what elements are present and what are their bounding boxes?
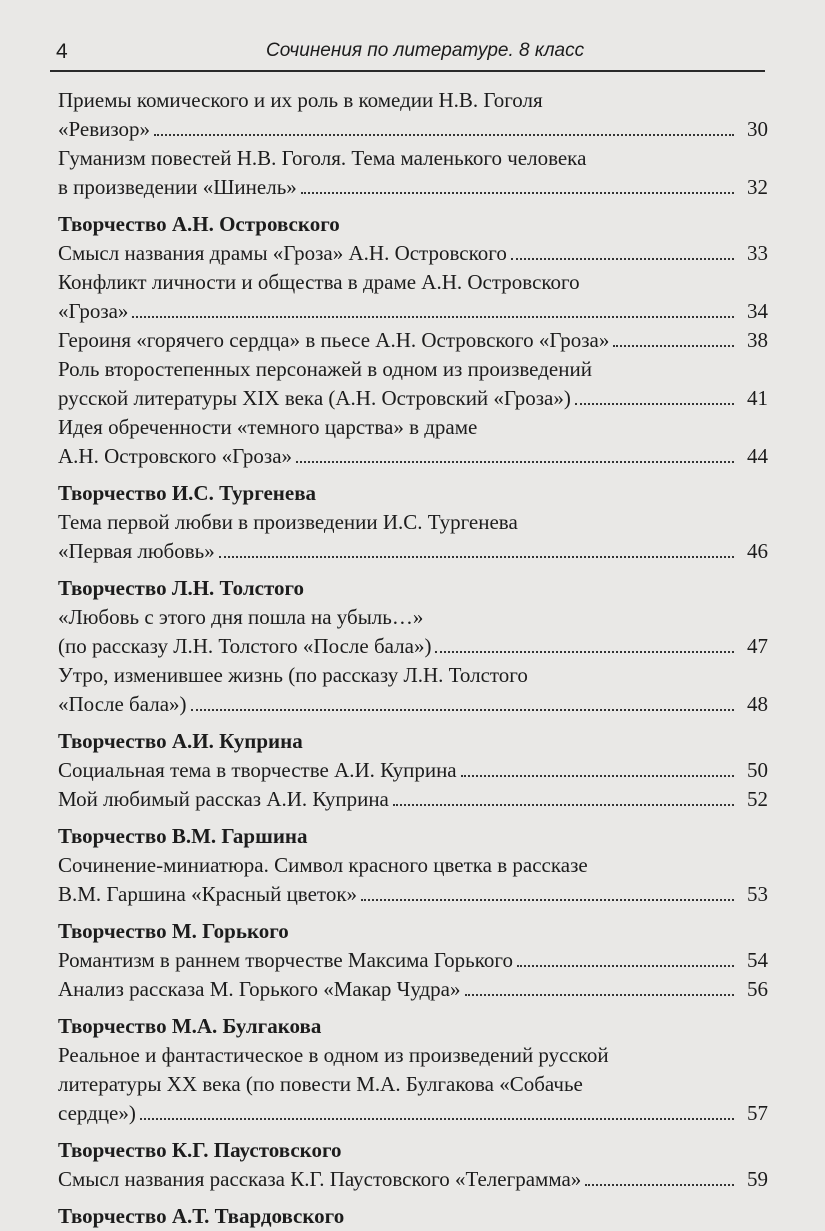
toc-entry-line: Героиня «горячего сердца» в пьесе А.Н. Островского «Гроза» [58,328,610,352]
toc-entry-line: сердце») [58,1101,136,1125]
toc-entry-line: Реальное и фантастическое в одном из произведений русской [58,1043,609,1067]
toc-entry [58,239,768,268]
toc-page-number: 53 [747,882,768,906]
dot-leader [465,994,734,996]
toc-entry [58,86,768,144]
toc-entry-line: «После бала») [58,692,187,716]
dot-leader [585,1184,734,1186]
dot-leader [361,899,734,901]
toc-entry-last-line [58,690,768,719]
dot-leader [301,192,734,194]
toc-entry-line: «Первая любовь» [58,539,215,563]
toc-entry-line: Конфликт личности и общества в драме А.Н. Островского [58,270,580,294]
toc-entry [58,268,768,326]
toc-entry-line: Идея обреченности «темного царства» в драме [58,415,478,439]
dot-leader [517,965,734,967]
toc-entry-last-line [58,785,768,814]
toc-entry-line: «Любовь с этого дня пошла на убыль…» [58,605,424,629]
toc-section-heading: Творчество И.С. Тургенева [58,481,317,505]
toc-entry-line: Мой любимый рассказ А.И. Куприна [58,787,389,811]
toc-page-number: 47 [747,634,768,658]
toc-entry [58,1165,768,1194]
toc-entry [58,785,768,814]
toc-entry [58,508,768,566]
toc-entry [58,975,768,1004]
dot-leader [435,651,734,653]
toc-entry [58,144,768,202]
toc-entry-line: русской литературы XIX века (А.Н. Островский «Гроза») [58,386,571,410]
toc-page-number: 33 [747,241,768,265]
toc-section-heading: Творчество А.Т. Твардовского [58,1204,345,1228]
toc-entry-last-line [58,756,768,785]
toc-entry [58,946,768,975]
toc-entry [58,661,768,719]
toc-page-number: 46 [747,539,768,563]
toc-entry-line: Утро, изменившее жизнь (по рассказу Л.Н. Толстого [58,663,528,687]
toc-page-number: 56 [747,977,768,1001]
toc-entry-last-line [58,326,768,355]
toc-entry-last-line [58,442,768,471]
toc-page-number: 32 [747,175,768,199]
toc-entry-last-line [58,1099,768,1128]
toc-entry-line: (по рассказу Л.Н. Толстого «После бала») [58,634,432,658]
page-number: 4 [56,40,68,63]
toc-page-number: 34 [747,299,768,323]
dot-leader [140,1118,734,1120]
toc-entry [58,355,768,413]
toc-entry-line: Смысл названия рассказа К.Г. Паустовского «Телеграмма» [58,1167,582,1191]
dot-leader [296,461,734,463]
toc-section-heading: Творчество К.Г. Паустовского [58,1138,342,1162]
toc-entry-line: Анализ рассказа М. Горького «Макар Чудра» [58,977,461,1001]
toc-entry-line: Роль второстепенных персонажей в одном из произведений [58,357,592,381]
page-header [50,34,765,72]
toc-entry-line: «Ревизор» [58,117,151,141]
dot-leader [154,134,734,136]
toc-section-heading: Творчество А.И. Куприна [58,729,303,753]
running-title: Сочинения по литературе. 8 класс [266,40,585,61]
toc-page-number: 38 [747,328,768,352]
toc-entry-line: Сочинение-миниатюра. Символ красного цветка в рассказе [58,853,588,877]
toc-entry [58,851,768,909]
toc-entry-last-line [58,115,768,144]
dot-leader [613,345,734,347]
dot-leader [132,316,734,318]
dot-leader [219,556,734,558]
toc-entry-last-line [58,946,768,975]
toc-entry-last-line [58,1165,768,1194]
dot-leader [191,709,734,711]
toc-entry-line: Гуманизм повестей Н.В. Гоголя. Тема маленького человека [58,146,587,170]
toc-entry-line: литературы XX века (по повести М.А. Булгакова «Собачье [58,1072,583,1096]
toc-entry-last-line [58,173,768,202]
table-of-contents [58,86,768,1231]
toc-entry-line: Тема первой любви в произведении И.С. Тургенева [58,510,518,534]
toc-entry-last-line [58,537,768,566]
toc-entry [58,603,768,661]
toc-entry-line: Романтизм в раннем творчестве Максима Горького [58,948,513,972]
toc-entry [58,756,768,785]
toc-entry-line: Приемы комического и их роль в комедии Н.В. Гоголя [58,88,543,112]
dot-leader [393,804,734,806]
toc-section-heading: Творчество Л.Н. Толстого [58,576,304,600]
toc-page-number: 41 [747,386,768,410]
toc-section-heading: Творчество М. Горького [58,919,289,943]
toc-entry-last-line [58,297,768,326]
toc-section-heading: Творчество А.Н. Островского [58,212,340,236]
toc-section-heading: Творчество М.А. Булгакова [58,1014,322,1038]
toc-entry-line: Смысл названия драмы «Гроза» А.Н. Островского [58,241,507,265]
toc-entry [58,326,768,355]
toc-page-number: 44 [747,444,768,468]
toc-entry-line: «Гроза» [58,299,129,323]
toc-entry-last-line [58,384,768,413]
toc-page-number: 50 [747,758,768,782]
toc-entry-line: Социальная тема в творчестве А.И. Куприна [58,758,457,782]
dot-leader [461,775,734,777]
toc-entry-line: В.М. Гаршина «Красный цветок» [58,882,358,906]
toc-page-number: 52 [747,787,768,811]
toc-page-number: 30 [747,117,768,141]
dot-leader [511,258,734,260]
toc-entry-line: А.Н. Островского «Гроза» [58,444,293,468]
dot-leader [575,403,734,405]
toc-entry-last-line [58,632,768,661]
toc-page-number: 54 [747,948,768,972]
toc-page-number: 57 [747,1101,768,1125]
toc-entry-last-line [58,880,768,909]
toc-page-number: 59 [747,1167,768,1191]
toc-page-number: 48 [747,692,768,716]
toc-entry-last-line [58,239,768,268]
toc-entry-line: в произведении «Шинель» [58,175,297,199]
toc-entry [58,1041,768,1128]
toc-entry [58,413,768,471]
toc-entry-last-line [58,975,768,1004]
toc-section-heading: Творчество В.М. Гаршина [58,824,308,848]
